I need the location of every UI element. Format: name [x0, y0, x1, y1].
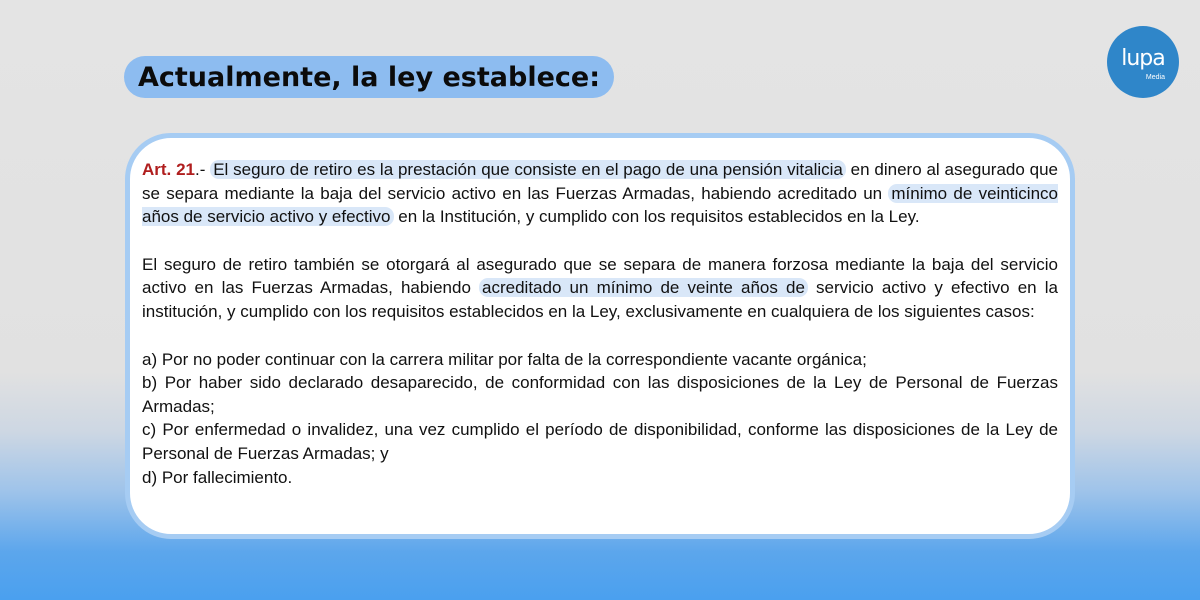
- page-title: Actualmente, la ley establece:: [138, 61, 601, 93]
- list-item-b: b) Por haber sido declarado desaparecido, de conformidad con las disposiciones de la Ley de Personal de Fuerzas Armadas;: [142, 373, 1058, 416]
- paragraph-gap: [142, 229, 1058, 253]
- article-separator: .-: [195, 160, 211, 179]
- highlight-twenty-five-years: mínimo de veinticinco años de servicio activo y efectivo: [142, 183, 1058, 227]
- paragraph-2-text-b: servicio activo y efectivo en la institución, y cumplido con los requisitos establecidos en la Ley, exclusivamente en cualquiera de los siguientes casos:: [142, 278, 1058, 321]
- law-excerpt: [142, 158, 1058, 489]
- logo-subtitle: Media: [1145, 74, 1165, 81]
- heading-pill: [124, 56, 614, 98]
- paragraph-2-text-a: El seguro de retiro también se otorgará al asegurado que se separa de manera forzosa mediante la baja del servicio activo en las Fuerzas Armadas, habiendo: [142, 254, 1058, 298]
- list-item-a: a) Por no poder continuar con la carrera militar por falta de la correspondiente vacante orgánica;: [142, 349, 867, 369]
- article-paragraph-2: [142, 253, 1058, 324]
- list-item-c: c) Por enfermedad o invalidez, una vez cumplido el período de disponibilidad, conforme las disposiciones de la Ley de Personal de Fuerzas Armadas; y: [142, 420, 1058, 463]
- paragraph-gap: [142, 324, 1058, 348]
- lupa-media-logo: [1107, 26, 1179, 98]
- highlight-pension: El seguro de retiro es la prestación que consiste en el pago de una pensión vitalicia: [210, 160, 846, 179]
- paragraph-1-text-a: en dinero al asegurado que se separa mediante la baja del servicio activo en las Fuerzas Armadas, habiendo acreditado un: [142, 160, 1058, 203]
- highlight-twenty-years: acreditado un mínimo de veinte años de: [479, 278, 808, 297]
- article-paragraph-1: [142, 158, 1058, 229]
- article-number: Art. 21: [142, 160, 195, 179]
- paragraph-1-text-b: en la Institución, y cumplido con los requisitos establecidos en la Ley.: [393, 207, 920, 227]
- list-item-d: d) Por fallecimiento.: [142, 467, 293, 487]
- document-card: [125, 133, 1075, 539]
- logo-wordmark: lupa: [1121, 46, 1165, 71]
